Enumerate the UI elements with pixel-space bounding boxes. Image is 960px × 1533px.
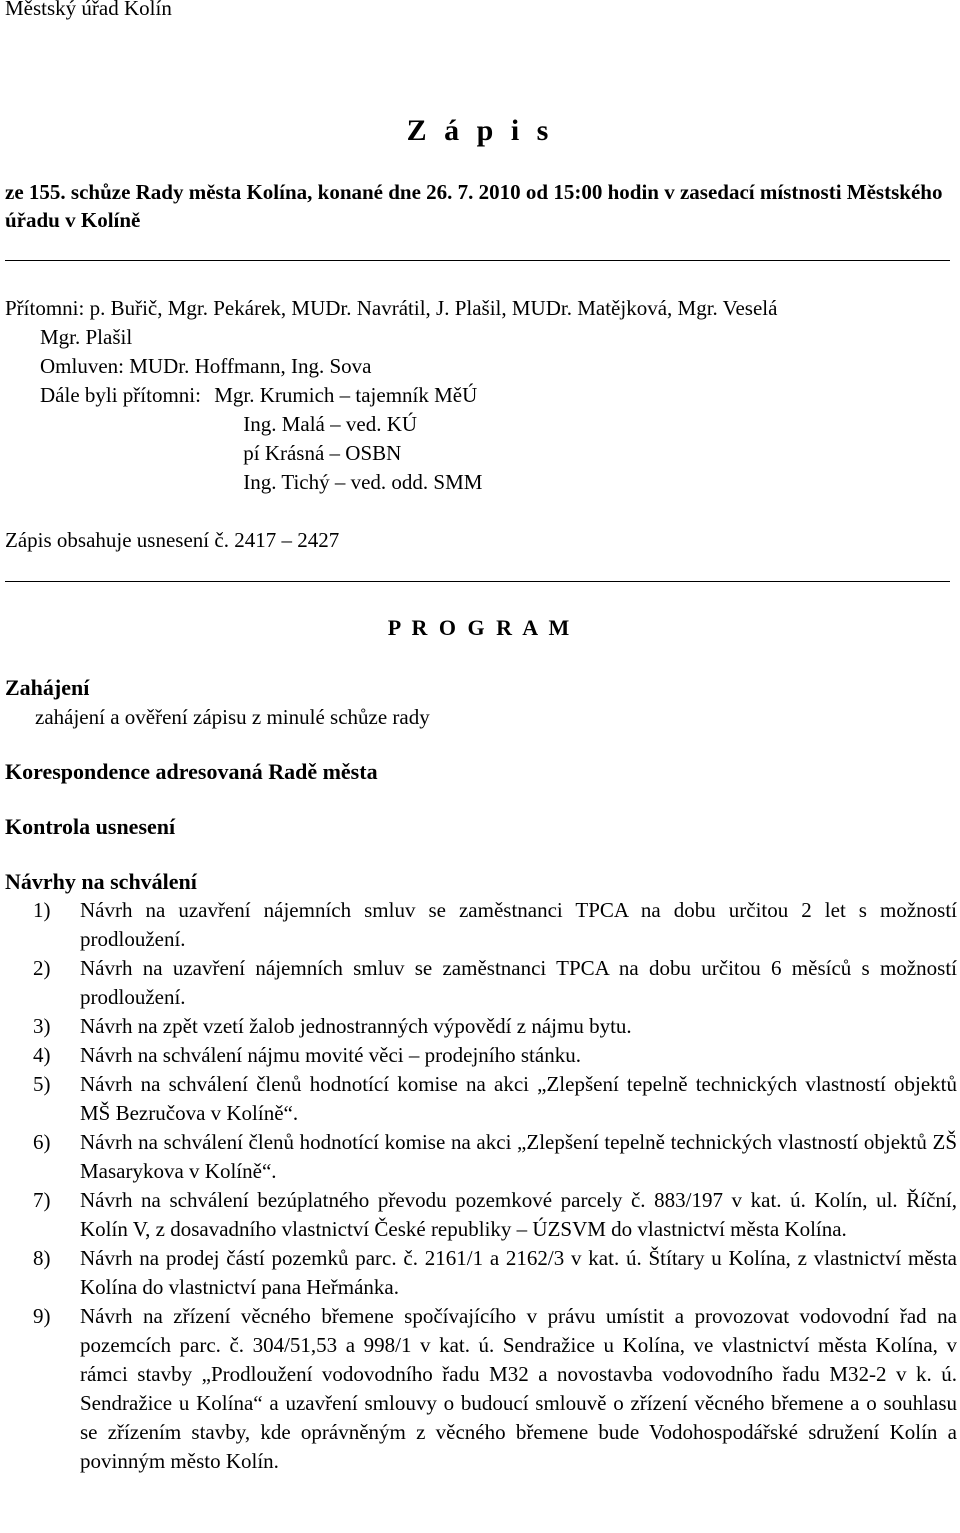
separator-line xyxy=(5,260,950,261)
proposals-list xyxy=(5,896,957,1476)
item-number: 8) xyxy=(33,1246,51,1270)
list-item xyxy=(5,954,957,1012)
proposals-heading: Návrhy na schválení xyxy=(5,869,197,894)
guest-item: pí Krásná – OSBN xyxy=(243,441,402,465)
program-title: P R O G R A M xyxy=(387,615,573,640)
item-text: Návrh na schválení nájmu movité věci – prodejního stánku. xyxy=(80,1043,581,1067)
resolutions-range: Zápis obsahuje usnesení č. 2417 – 2427 xyxy=(5,528,340,552)
list-item xyxy=(5,896,957,954)
opening-heading: Zahájení xyxy=(5,675,90,700)
office-name: Městský úřad Kolín xyxy=(5,0,172,20)
item-text: Návrh na schválení členů hodnotící komise na akci „Zlepšení tepelně technických vlastností objektů MŠ Bezručova v Kolíně“. xyxy=(80,1072,957,1125)
list-item xyxy=(5,1302,957,1476)
attendance-block xyxy=(5,294,777,497)
item-text: Návrh na schválení členů hodnotící komise na akci „Zlepšení tepelně technických vlastností objektů ZŠ Masarykova v Kolíně“. xyxy=(80,1130,957,1183)
guests-list xyxy=(206,381,482,497)
guest-item: Ing. Tichý – ved. odd. SMM xyxy=(243,470,483,494)
list-item xyxy=(5,1244,957,1302)
separator-line xyxy=(5,581,950,582)
present-list-continued: Mgr. Plašil xyxy=(40,325,133,349)
list-item xyxy=(5,1041,957,1070)
item-number: 2) xyxy=(33,956,51,980)
item-number: 6) xyxy=(33,1130,51,1154)
excused-list: Omluven: MUDr. Hoffmann, Ing. Sova xyxy=(40,354,372,378)
list-item xyxy=(5,1070,957,1128)
correspondence-heading: Korespondence adresovaná Radě města xyxy=(5,759,378,784)
control-heading: Kontrola usnesení xyxy=(5,814,176,839)
guest-item: Mgr. Krumich – tajemník MěÚ xyxy=(214,383,478,407)
guest-item: Ing. Malá – ved. KÚ xyxy=(243,412,418,436)
item-text: Návrh na zřízení věcného břemene spočívajícího v právu umístit a provozovat vodovodní řad na pozemcích parc. č. 304/51,53 a 998/1 v kat. ú. Sendražice u Kolína, ve vlastnictví města Kolína, v rámci stavby „Prodloužení vodovodního řadu M32 a novostavba vodovodního řadu M32-2 v k. ú. Sendražice u Kolína“ a uzavření smlouvy o budoucí smlouvě o zřízení věcného břemene a o souhlasu se zřízením stavby, kde oprávněným z věcného břemene bude Vodohospodářské sdružení Kolín a povinným město Kolín. xyxy=(80,1304,957,1473)
opening-text: zahájení a ověření zápisu z minulé schůze rady xyxy=(35,705,430,729)
meeting-subtitle: ze 155. schůze Rady města Kolína, konané dne 26. 7. 2010 od 15:00 hodin v zasedací místnosti Městského úřadu v Kolíně xyxy=(5,180,943,232)
item-text: Návrh na uzavření nájemních smluv se zaměstnanci TPCA na dobu určitou 6 měsíců s možností prodloužení. xyxy=(80,956,957,1009)
list-item xyxy=(5,1186,957,1244)
guests-label: Dále byli přítomni: xyxy=(40,383,201,407)
item-text: Návrh na schválení bezúplatného převodu pozemkové parcely č. 883/197 v kat. ú. Kolín, ul. Říční, Kolín V, z dosavadního vlastnictví České republiky – ÚZSVM do vlastnictví města Kolína. xyxy=(80,1188,957,1241)
present-list: Přítomni: p. Buřič, Mgr. Pekárek, MUDr. Navrátil, J. Plašil, MUDr. Matějková, Mgr. Veselá xyxy=(5,296,778,320)
item-number: 4) xyxy=(33,1043,51,1067)
list-item xyxy=(5,1128,957,1186)
item-number: 9) xyxy=(33,1304,51,1328)
guests-row xyxy=(5,381,777,497)
item-text: Návrh na prodej částí pozemků parc. č. 2161/1 a 2162/3 v kat. ú. Štítary u Kolína, z vlastnictví města Kolína do vlastnictví pana Heřmánka. xyxy=(80,1246,957,1299)
item-number: 7) xyxy=(33,1188,51,1212)
item-number: 1) xyxy=(33,898,51,922)
item-text: Návrh na zpět vzetí žalob jednostranných výpovědí z nájmu bytu. xyxy=(80,1014,632,1038)
item-number: 3) xyxy=(33,1014,51,1038)
list-item xyxy=(5,1012,957,1041)
item-number: 5) xyxy=(33,1072,51,1096)
document-title: Z á p i s xyxy=(406,114,554,147)
item-text: Návrh na uzavření nájemních smluv se zaměstnanci TPCA na dobu určitou 2 let s možností prodloužení. xyxy=(80,898,957,951)
